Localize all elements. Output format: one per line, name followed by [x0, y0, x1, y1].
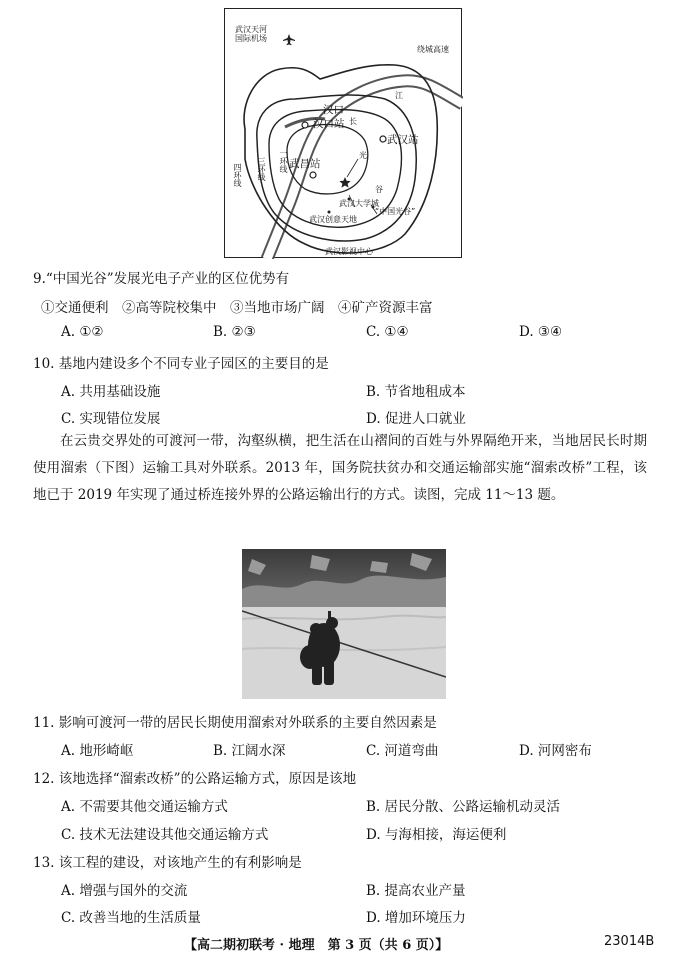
- fourth-ring-label: 四环线: [233, 163, 242, 187]
- q13-option-d[interactable]: D. 增加环境压力: [366, 910, 466, 926]
- q12-stem: 12. 该地选择“溜索改桥”的公路运输方式，原因是该地: [33, 771, 357, 787]
- ring-expressway: [244, 65, 437, 253]
- q13-option-a[interactable]: A. 增强与国外的交流: [61, 883, 188, 899]
- q12-option-d[interactable]: D. 与海相接，海运便利: [366, 827, 507, 843]
- q13-stem: 13. 该工程的建设，对该地产生的有利影响是: [33, 855, 302, 871]
- innovation-base-label: 武汉创意天地: [309, 215, 357, 224]
- q10-option-c[interactable]: C. 实现错位发展: [61, 411, 161, 427]
- q9-option-b[interactable]: B. ②③: [213, 324, 256, 340]
- q11-stem: 11. 影响可渡河一带的居民长期使用溜索对外联系的主要自然因素是: [33, 715, 437, 731]
- ring-expressway-label: 绕城高速: [417, 45, 449, 54]
- optics-valley-label: “中国光谷”: [375, 207, 416, 216]
- gu-label: 谷: [375, 185, 383, 194]
- q11-option-c[interactable]: C. 河道弯曲: [366, 743, 439, 759]
- river-chang-label: 长: [349, 117, 357, 126]
- film-center-label: 武汉影视中心: [325, 247, 373, 256]
- q9-option-c[interactable]: C. ①④: [366, 324, 409, 340]
- q9-option-a[interactable]: A. ①②: [61, 324, 104, 340]
- wuhan-station-marker: [380, 136, 386, 142]
- q13-option-c[interactable]: C. 改善当地的生活质量: [61, 910, 201, 926]
- hankou-station-marker: [302, 122, 308, 128]
- q10-option-d[interactable]: D. 促进人口就业: [366, 411, 466, 427]
- first-ring-label: 一环线: [279, 149, 288, 173]
- q10-stem: 10. 基地内建设多个不同专业子园区的主要目的是: [33, 356, 329, 372]
- q12-option-c[interactable]: C. 技术无法建设其他交通运输方式: [61, 827, 269, 843]
- passage-text: 在云贵交界处的可渡河一带，沟壑纵横，把生活在山褶间的百姓与外界隔绝开来，当地居民长时期使用溜索（下图）运输工具对外联系。2013 年，国务院扶贫办和交通运输部实施“溜索改桥”工程，该地已于 2019 年实现了通过桥连接外界的公路运输出行的方式。读图，完成 11～13 题。: [33, 433, 647, 503]
- q12-option-b[interactable]: B. 居民分散、公路运输机动灵活: [366, 799, 561, 815]
- wuhan-station-label: 武汉站: [387, 134, 419, 146]
- river-jiang-label: 江: [395, 91, 403, 100]
- airport-icon: [283, 34, 295, 45]
- q9-option-d[interactable]: D. ③④: [519, 324, 563, 340]
- q11-option-a[interactable]: A. 地形崎岖: [61, 743, 134, 759]
- wuchang-station-marker: [310, 172, 316, 178]
- q11-option-d[interactable]: D. 河网密布: [519, 743, 592, 759]
- q12-option-a[interactable]: A. 不需要其他交通运输方式: [61, 799, 228, 815]
- reading-passage: [33, 428, 647, 509]
- wuhan-location-map: [224, 8, 462, 258]
- hankou-label: 汉口: [323, 104, 344, 116]
- third-ring-label: 三环线: [257, 157, 266, 181]
- q9-stem: 9.“中国光谷”发展光电子产业的区位优势有: [33, 271, 290, 287]
- q13-option-b[interactable]: B. 提高农业产量: [366, 883, 466, 899]
- hankou-station-label: 汉口站: [313, 118, 345, 130]
- airport-label: 武汉天河 国际机场: [235, 25, 267, 43]
- optics-valley-star: [339, 177, 350, 188]
- page-footer: 【高二期初联考 · 地理 第 3 页（共 6 页）】: [184, 938, 449, 953]
- exam-code: 23014B: [604, 934, 655, 949]
- q10-option-a[interactable]: A. 共用基础设施: [61, 384, 161, 400]
- zipline-photo: [242, 549, 446, 699]
- q9-statements: ①交通便利 ②高等院校集中 ③当地市场广阔 ④矿产资源丰富: [41, 300, 433, 316]
- guang-label: 光: [359, 151, 367, 160]
- wuchang-station-label: 武昌站: [289, 158, 321, 170]
- q11-option-b[interactable]: B. 江阔水深: [213, 743, 286, 759]
- q10-option-b[interactable]: B. 节省地租成本: [366, 384, 466, 400]
- university-city-label: 武汉大学城: [339, 199, 379, 208]
